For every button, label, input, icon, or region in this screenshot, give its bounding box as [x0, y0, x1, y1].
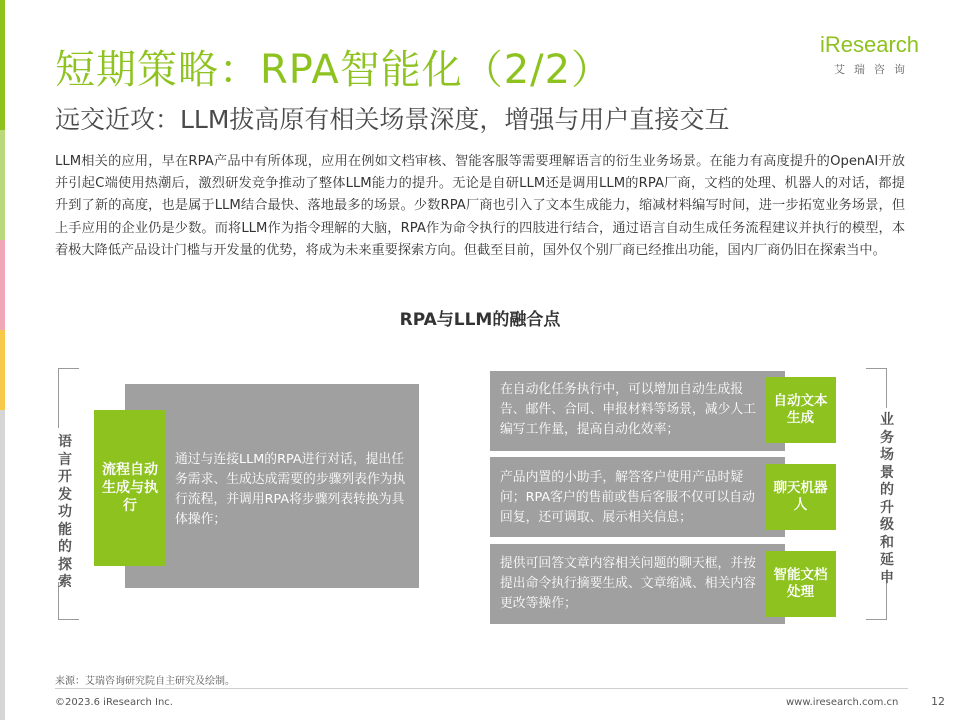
- footer-divider: [55, 688, 908, 689]
- document-processing-description: 提供可回答文章内容相关问题的聊天框，并按提出命令执行摘要生成、文章缩减、相关内容更改等操作；: [500, 556, 756, 611]
- page-title: 短期策略：RPA智能化（2/2）: [55, 47, 613, 93]
- workflow-tag: 流程自动生成与执行: [94, 410, 166, 566]
- left-bar-segment: [0, 410, 5, 720]
- document-processing-tag: 智能文档处理: [765, 551, 836, 617]
- right-vertical-label: 业务场景的升级和延申: [880, 412, 894, 586]
- logo-wordmark: iResearch: [820, 32, 920, 57]
- text-generation-tag: 自动文本生成: [765, 377, 836, 443]
- left-color-bar: [0, 0, 5, 720]
- left-bar-segment: [0, 330, 5, 410]
- text-generation-description: 在自动化任务执行中，可以增加自动生成报告、邮件、合同、申报材料等场景，减少人工编写工作量，提高自动化效率；: [500, 382, 756, 437]
- left-bar-segment: [0, 0, 5, 130]
- source-note: 来源：艾瑞咨询研究院自主研究及绘制。: [55, 676, 235, 687]
- logo-chinese-name: 艾瑞咨询: [834, 63, 914, 76]
- intro-paragraph: LLM相关的应用，早在RPA产品中有所体现，应用在例如文档审核、智能客服等需要理解语言的衍生业务场景。在能力有高度提升的OpenAI开放并引起C端使用热潮后，激烈研发竞争推动了整体LLM能力的提升。无论是自研LLM还是调用LLM的RPA厂商，文档的处理、机器人的对话，都提升到了新的高度，也是属于LLM结合最快、落地最多的场景。少数RPA厂商也引入了文本生成能力，缩减材料编写时间，进一步拓宽业务场景，但上手应用的企业仍是少数。而将LLM作为指令理解的大脑，RPA作为命令执行的四肢进行结合，通过语言自动生成任务流程建议并执行的模型，本着极大降低产品设计门槛与开发量的优势，将成为未来重要探索方向。但截至目前，国外仅个别厂商已经推出功能，国内厂商仍旧在探索当中。: [55, 154, 905, 258]
- copyright: ©2023.6 iResearch Inc.: [55, 697, 173, 708]
- iresearch-logo: [820, 30, 935, 80]
- page-subtitle: 远交近攻：LLM拔高原有相关场景深度，增强与用户直接交互: [55, 105, 730, 134]
- left-bar-segment: [0, 130, 5, 240]
- workflow-description: 通过与连接LLM的RPA进行对话，提出任务需求、生成达成需要的步骤列表作为执行流程，并调用RPA将步骤列表转换为具体操作；: [175, 452, 406, 527]
- chatbot-description: 产品内置的小助手，解答客户使用产品时疑问；RPA客户的售前或售后客服不仅可以自动回复，还可调取、展示相关信息；: [500, 470, 755, 525]
- left-vertical-label: 语言开发功能的探索: [58, 434, 72, 590]
- diagram-title: RPA与LLM的融合点: [399, 310, 561, 330]
- chatbot-tag: 聊天机器人: [765, 464, 836, 530]
- website-link[interactable]: www.iresearch.com.cn: [786, 697, 899, 708]
- page-number: 12: [931, 695, 945, 708]
